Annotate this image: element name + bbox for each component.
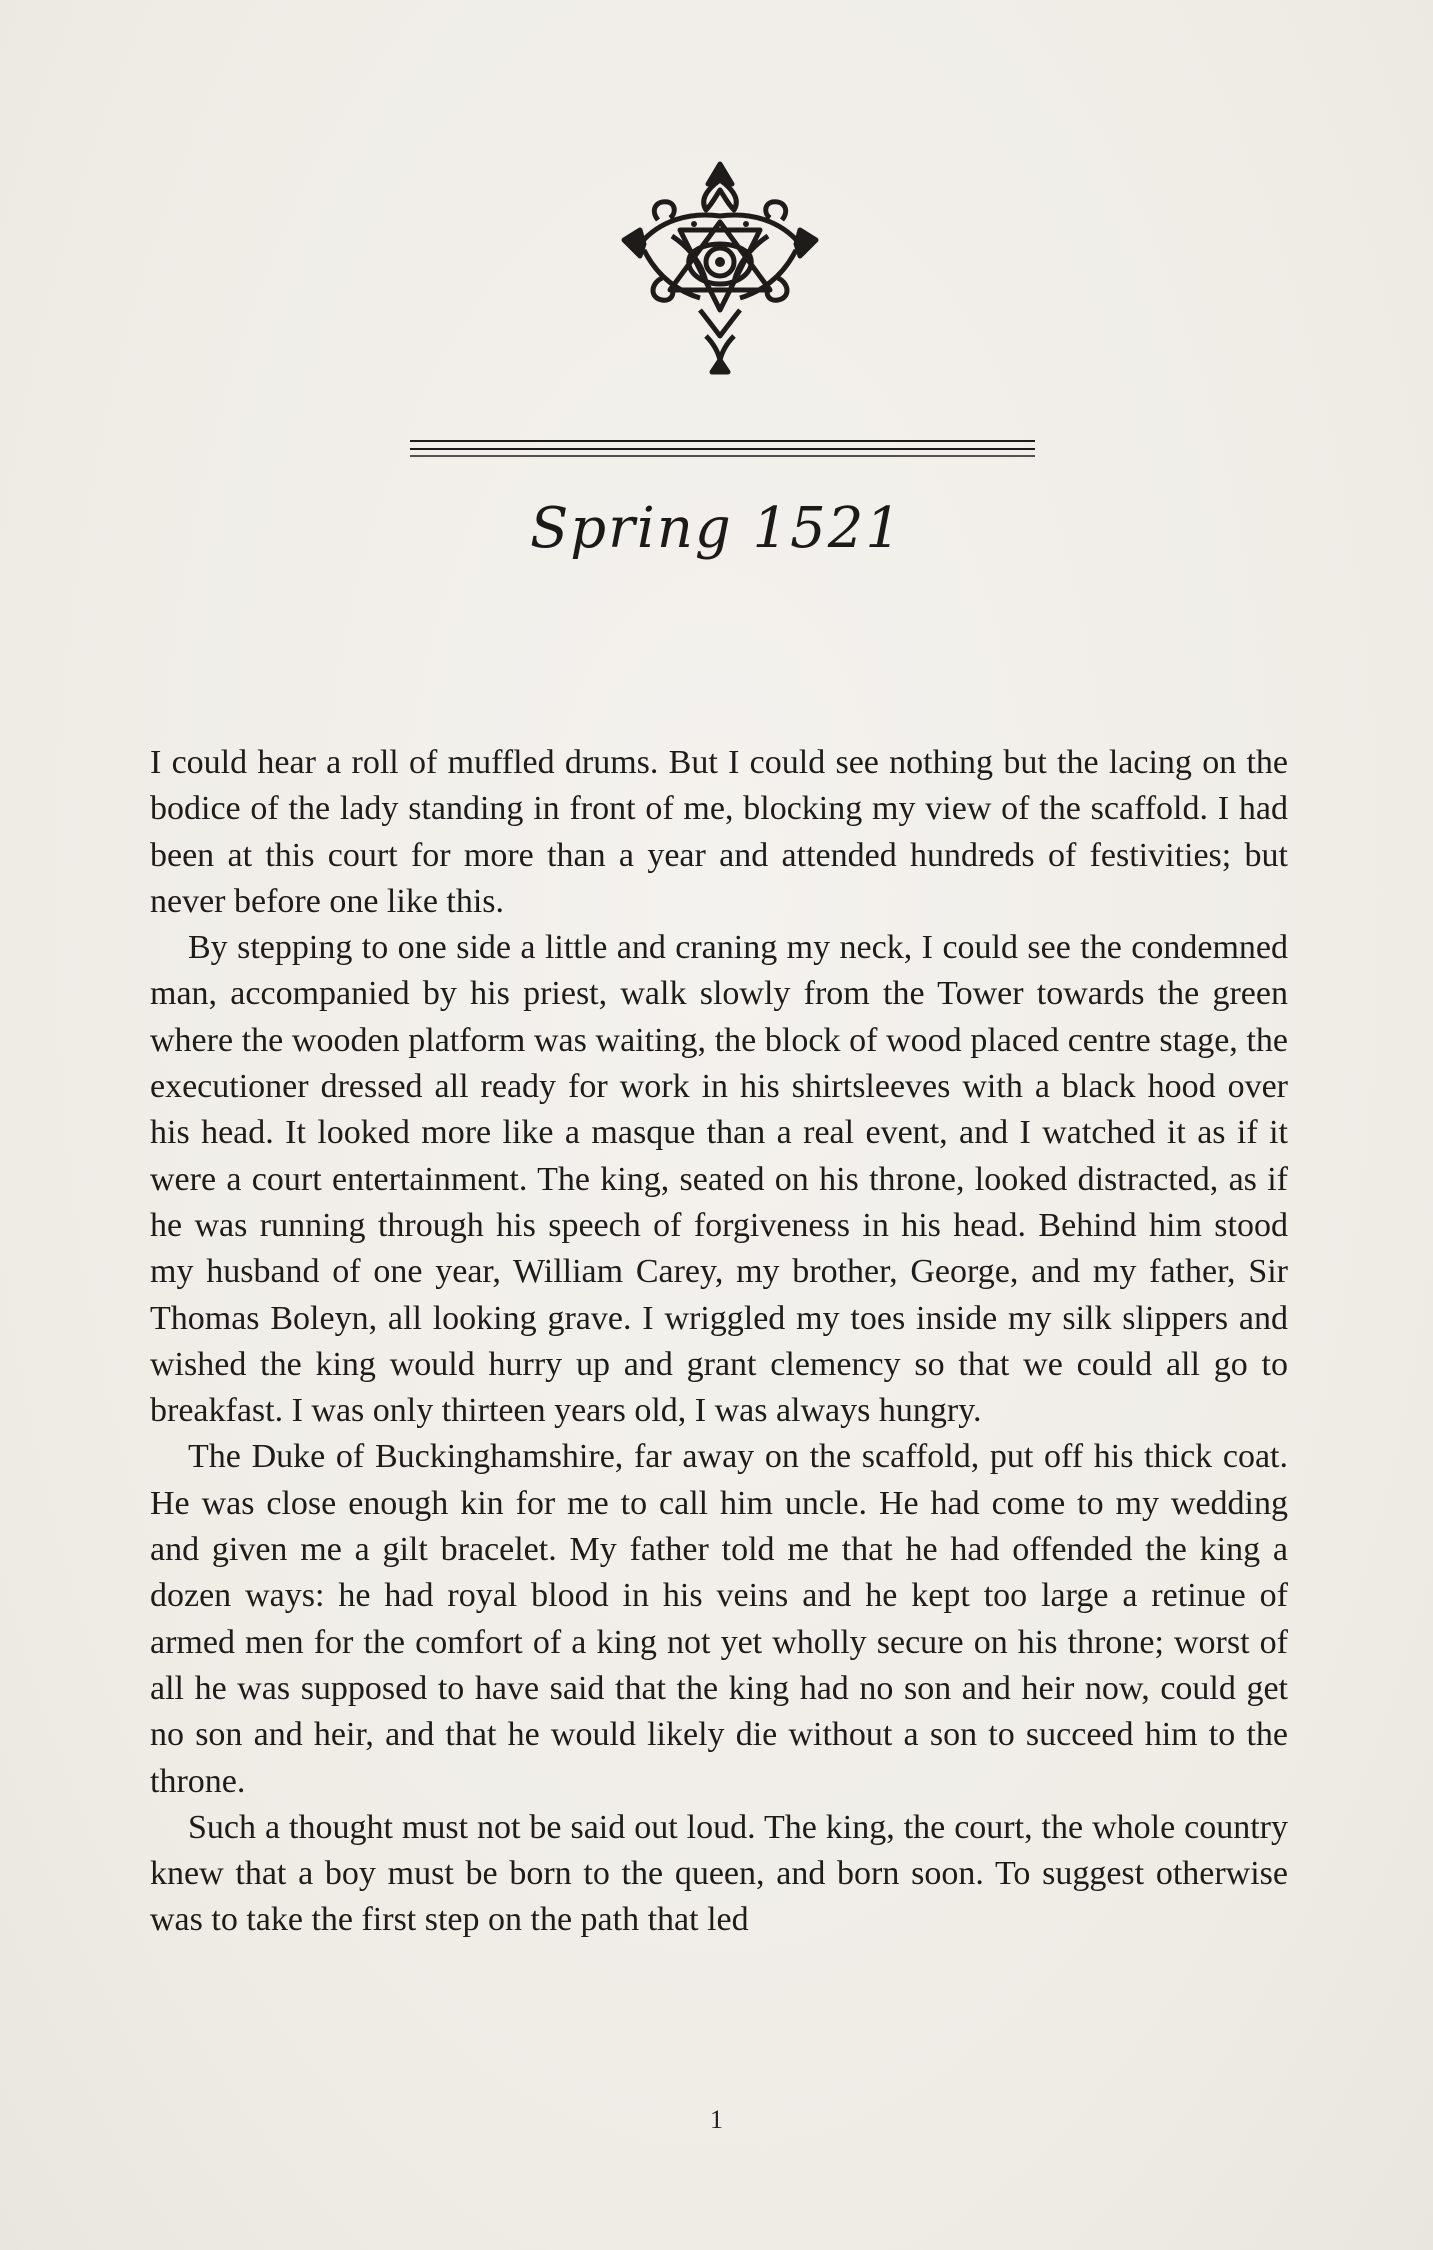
- paragraph-1: I could hear a roll of muffled drums. But I could see nothing but the lacing on the bodice of the lady standing in front of me, blocking my view of the scaffold. I had been at this court for more than a year and attended hundreds of festivities; but never before one like this.: [150, 744, 1288, 920]
- chapter-title: Spring 1521: [529, 496, 904, 561]
- celtic-knot-ornament-icon: [610, 160, 830, 375]
- body-text: [150, 740, 1288, 1944]
- paragraph-3: The Duke of Buckinghamshire, far away on the scaffold, put off his thick coat. He was close enough kin for me to call him uncle. He had come to my wedding and given me a gilt bracelet. My father told me that he had offended the king a dozen ways: he had royal blood in his veins and he kept too large a retinue of armed men for the comfort of a king not yet wholly secure on his throne; worst of all he was supposed to have said that the king had no son and heir now, could get no son and heir, and that he would likely die without a son to succeed him to the throne.: [150, 1438, 1288, 1800]
- paragraph-4: Such a thought must not be said out loud. The king, the court, the whole country knew that a boy must be born to the queen, and born soon. To suggest otherwise was to take the first step on the path that led: [150, 1808, 1288, 1939]
- paragraph-2: By stepping to one side a little and craning my neck, I could see the condemned man, accompanied by his priest, walk slowly from the Tower towards the green where the wooden platform was waiting, the block of wood placed centre stage, the executioner dressed all ready for work in his shirtsleeves with a black hood over his head. It looked more like a masque than a real event, and I watched it as if it were a court entertainment. The king, seated on his throne, looked distracted, as if he was running through his speech of forgiveness in his head. Behind him stood my husband of one year, William Carey, my brother, George, and my father, Sir Thomas Boleyn, all looking grave. I wriggled my toes inside my silk slippers and wished the king would hurry up and grant clemency so that we could all go to breakfast. I was only thirteen years old, I was always hungry.: [150, 929, 1288, 1430]
- page-number: 1: [710, 2105, 723, 2134]
- double-rule-divider: [410, 436, 1035, 462]
